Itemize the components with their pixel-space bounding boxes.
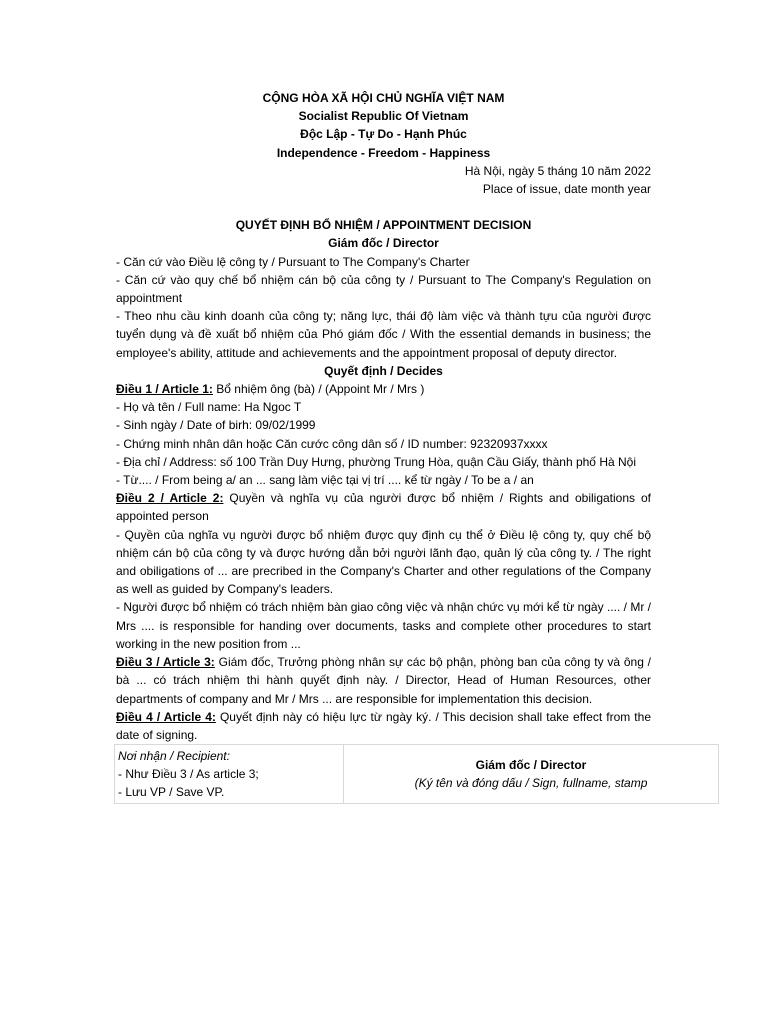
article-4-label: Điều 4 / Article 4:	[116, 709, 216, 724]
national-title-vi: CỘNG HÒA XÃ HỘI CHỦ NGHĨA VIỆT NAM	[262, 91, 505, 105]
recipient-label: Nơi nhận / Recipient:	[118, 749, 230, 763]
article-2-text: Quyền và nghĩa vụ của người được bổ nhiệm / Rights and obiligations of appointed person	[116, 491, 651, 524]
signer-title: Giám đốc / Director	[475, 758, 587, 772]
recipient-item: - Lưu VP / Save VP.	[118, 785, 225, 799]
decision-title: QUYẾT ĐỊNH BỔ NHIỆM / APPOINTMENT DECISION	[235, 218, 532, 233]
recipient-item: - Như Điều 3 / As article 3;	[118, 767, 259, 781]
signature-table	[114, 744, 719, 804]
signer-note: (Ký tên và đóng dấu / Sign, fullname, stamp	[414, 776, 648, 790]
article-2-label: Điều 2 / Article 2:	[116, 491, 224, 506]
article-3-label: Điều 3 / Article 3:	[116, 655, 215, 670]
date-line-en: Place of issue, date month year	[482, 182, 651, 197]
issuer-title: Giám đốc / Director	[328, 236, 439, 251]
article-4-text: Quyết định này có hiệu lực từ ngày ký. / This decision shall take effect from the date of signing.	[116, 709, 651, 742]
basis-item: - Căn cứ vào Điều lệ công ty / Pursuant to The Company's Charter	[116, 254, 470, 269]
basis-item: - Căn cứ vào quy chế bổ nhiệm cán bộ của công ty / Pursuant to The Company's Regulation on appointment	[116, 272, 651, 306]
decides-heading: Quyết định / Decides	[324, 363, 443, 378]
article-2	[116, 489, 651, 525]
article-1-text: Bổ nhiệm ông (bà) / (Appoint Mr / Mrs )	[212, 382, 425, 397]
article-1-label: Điều 1 / Article 1:	[116, 382, 213, 397]
national-title-en: Socialist Republic Of Vietnam	[298, 109, 469, 124]
motto-vi: Độc Lập - Tự Do - Hạnh Phúc	[300, 127, 467, 142]
signer-cell	[344, 745, 719, 804]
article-1-item: - Địa chỉ / Address: số 100 Trần Duy Hưng, phường Trung Hòa, quận Cầu Giấy, thành phố Hà Nội	[116, 454, 636, 469]
article-1-item: - Chứng minh nhân dân hoặc Căn cước công dân số / ID number: 92320937xxxx	[116, 436, 548, 451]
article-1-item: - Từ.... / From being a/ an ... sang làm việc tại vị trí .... kể từ ngày / To be a / an	[116, 473, 534, 488]
recipient-cell	[115, 745, 344, 804]
article-2-item: - Người được bổ nhiệm có trách nhiệm bàn giao công việc và nhận chức vụ mới kể từ ngày .... / Mr / Mrs .... is responsible for handing over documents, tasks and complete other procedures to start working in the new position from ...	[116, 600, 651, 651]
article-1-item: - Họ và tên / Full name: Ha Ngoc T	[116, 400, 302, 415]
document-body	[116, 89, 651, 744]
motto-en: Independence - Freedom - Happiness	[276, 145, 491, 160]
article-3	[116, 653, 651, 708]
article-1-item: - Sinh ngày / Date of birh: 09/02/1999	[116, 418, 316, 433]
article-1	[116, 380, 651, 398]
article-3-text: Giám đốc, Trưởng phòng nhân sự các bộ phận, phòng ban của công ty và ông / bà ... có trách nhiệm thi hành quyết định này. / Director, Head of Human Resources, other departments of company and Mr / Mrs ... are responsible for implementation this decision.	[116, 655, 652, 706]
article-2-item: - Quyền của nghĩa vụ người được bổ nhiệm được quy định cụ thể ở Điều lệ công ty, quy chế bộ nhiệm cán bộ của công ty và được hướng dẫn bởi người lãnh đạo, quản lý của công ty. / The right and obiligations of ... are precribed in the Company's Charter and other regulations of the Company as well as guided by Company's leaders.	[116, 527, 651, 597]
article-4	[116, 708, 651, 744]
basis-item: - Theo nhu cầu kinh doanh của công ty; năng lực, thái độ làm việc và thành tựu của người được tuyển dụng và đề xuất bổ nhiệm của Phó giám đốc / With the essential demands in business; the employee's ability, attitude and achievements and the appointment proposal of deputy director.	[116, 309, 651, 360]
date-line: Hà Nội, ngày 5 tháng 10 năm 2022	[464, 163, 651, 178]
spacer	[116, 198, 651, 216]
